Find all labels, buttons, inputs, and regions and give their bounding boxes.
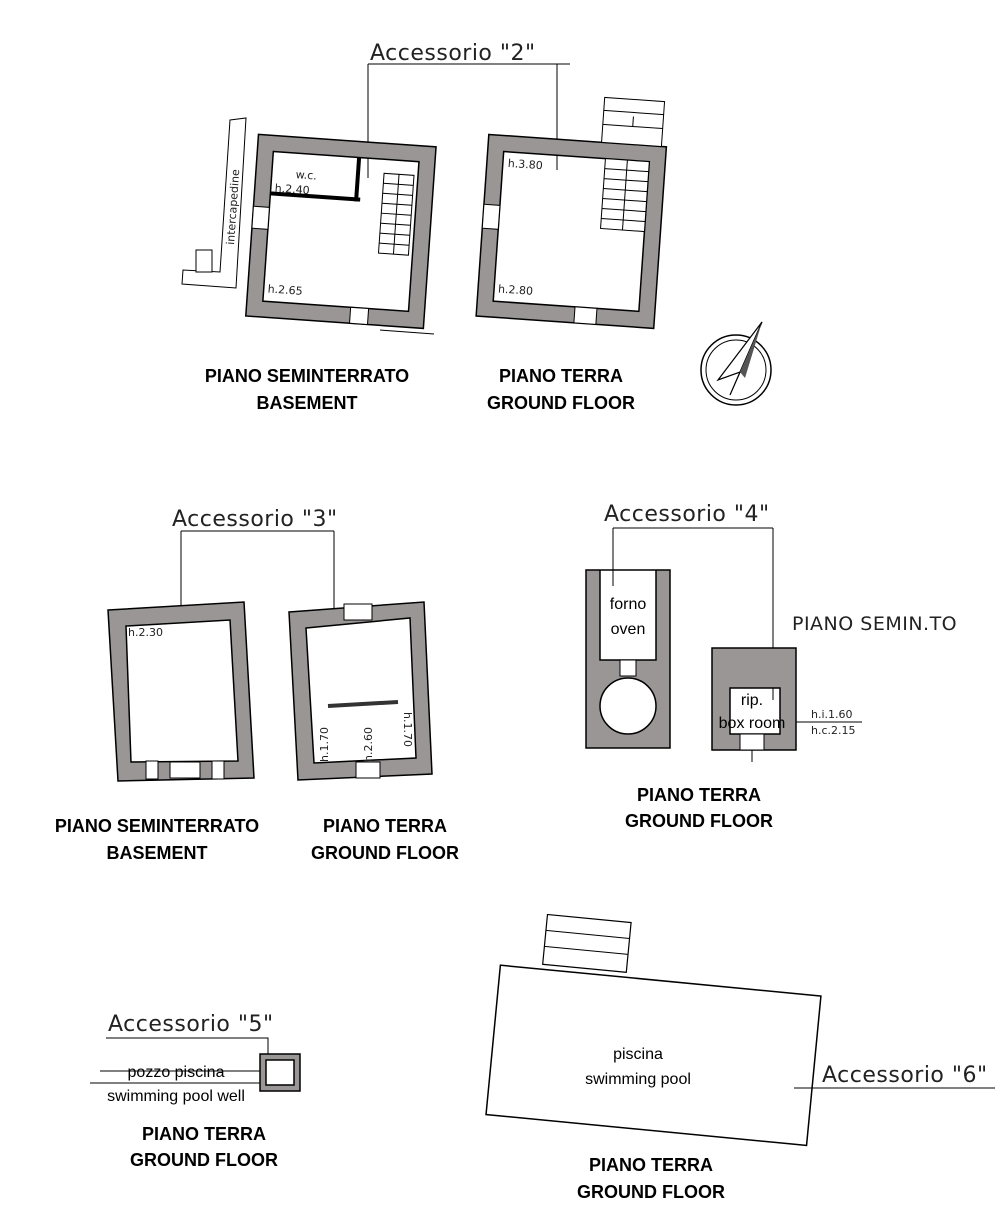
basement-door-south [350, 307, 369, 324]
semin-to-label: PIANO SEMIN.TO [792, 613, 958, 635]
ground-door-south [574, 307, 597, 324]
a3-ground-caption-en: GROUND FLOOR [311, 843, 459, 863]
a3-ground-door-north [344, 604, 372, 620]
pozzo-label: pozzo piscina [127, 1064, 225, 1081]
external-stairs [602, 97, 665, 146]
a6-caption-en: GROUND FLOOR [577, 1182, 725, 1202]
a3-basement-caption-it: PIANO SEMINTERRATO [54, 816, 260, 836]
piscina-label: piscina [613, 1046, 663, 1063]
a2-ground-caption-en: GROUND FLOOR [487, 393, 635, 413]
wc-partition-side [354, 157, 361, 201]
a3-basement-door [170, 762, 200, 778]
accessorio-6-title: Accessorio "6" [822, 1063, 988, 1088]
oven-throat [620, 660, 636, 676]
a5-caption-it: PIANO TERRA [141, 1124, 267, 1144]
accessorio-5-title: Accessorio "5" [108, 1012, 274, 1037]
oven-label: oven [610, 621, 646, 638]
a3-ground-caption-it: PIANO TERRA [322, 816, 448, 836]
h280-label: h.2.80 [497, 282, 534, 298]
box-room-label: box room [718, 715, 786, 732]
oven-dome [600, 678, 656, 734]
accessorio-2-title: Accessorio "2" [370, 41, 536, 66]
box-room-door [740, 734, 764, 750]
basement-stairs [378, 173, 414, 255]
rip-label: rip. [740, 692, 764, 709]
accessorio-3-title: Accessorio "3" [172, 507, 338, 532]
accessorio-2-group [182, 41, 670, 413]
a3-ground-beam [328, 702, 398, 706]
h170b-label: h.1.70 [401, 712, 414, 747]
accessorio-3-group [55, 507, 459, 863]
ground-stairs [601, 159, 650, 232]
h265-label: h.2.65 [267, 282, 304, 298]
pool-steps [543, 915, 631, 973]
accessorio-5-leader [106, 1038, 268, 1055]
a3-ground-door-south [356, 762, 380, 778]
basement-ground-line [380, 330, 434, 334]
accessorio-6-group [486, 910, 995, 1202]
intercapedine-label: intercapedine [224, 168, 243, 246]
h240-label: h.2.40 [274, 181, 311, 198]
accessorio-3-ground-walls [289, 602, 432, 780]
h230-label: h.2.30 [128, 626, 163, 639]
hc-label: h.c.2.15 [811, 724, 856, 737]
a2-ground-caption-it: PIANO TERRA [498, 366, 624, 386]
accessorio-5-group [90, 1012, 300, 1170]
h170a-label: h.1.70 [318, 727, 331, 762]
forno-label: forno [609, 596, 647, 613]
a2-basement-caption-en: BASEMENT [256, 393, 358, 413]
a6-caption-it: PIANO TERRA [588, 1155, 714, 1175]
intercapedine-strip [182, 118, 246, 288]
swimming-pool-label: swimming pool [585, 1071, 691, 1088]
ground-window-west [482, 204, 500, 229]
pool-well-label: swimming pool well [107, 1088, 245, 1105]
wc-label: w.c. [295, 168, 318, 183]
a4-caption-en: GROUND FLOOR [625, 811, 773, 831]
pool-well-walls [260, 1054, 300, 1091]
accessorio-4-group [586, 502, 957, 831]
basement-window-west [252, 206, 269, 229]
accessorio-2-ground-plan [476, 90, 669, 329]
north-arrow-icon [701, 322, 771, 405]
accessorio-4-title: Accessorio "4" [604, 502, 770, 527]
a3-basement-opening-2 [212, 761, 224, 779]
hi-label: h.i.1.60 [811, 708, 853, 721]
a5-caption-en: GROUND FLOOR [130, 1150, 278, 1170]
a3-basement-opening-1 [146, 761, 158, 779]
swimming-pool-plan [486, 910, 826, 1145]
a4-caption-it: PIANO TERRA [636, 785, 762, 805]
a2-basement-caption-it: PIANO SEMINTERRATO [204, 366, 410, 386]
h380-label: h.3.80 [507, 156, 544, 173]
accessorio-2-basement-plan [246, 134, 436, 328]
a3-basement-caption-en: BASEMENT [106, 843, 208, 863]
h260-label: h.2.60 [362, 727, 375, 762]
